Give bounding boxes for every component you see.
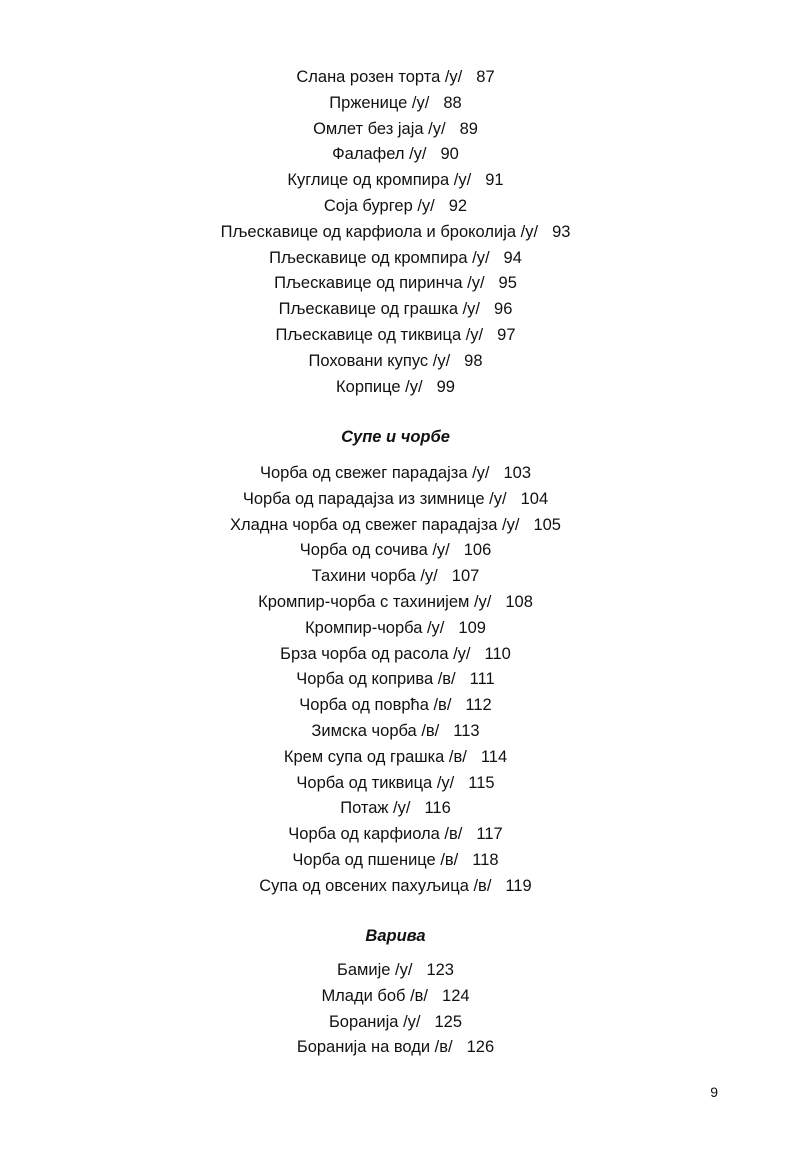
toc-item-page: 114	[480, 747, 508, 766]
toc-item-label: Боранија /у/	[328, 1012, 421, 1031]
toc-item-label: Чорба од карфиола /в/	[288, 825, 463, 844]
toc-item	[0, 461, 791, 487]
toc-item	[0, 958, 791, 984]
toc-item-label: Кромпир-чорба с тахинијем /у/	[258, 592, 492, 611]
toc-item-page: 106	[463, 541, 492, 560]
toc-item-page: 87	[476, 68, 495, 86]
toc-item	[0, 1035, 791, 1061]
toc-item-label: Чорба од парадајза из зимнице /у/	[242, 489, 507, 508]
toc-item-page: 112	[465, 696, 492, 715]
toc-item	[0, 1010, 791, 1036]
toc-item-label: Чорба од сочива /у/	[299, 541, 450, 560]
toc-item	[0, 271, 791, 297]
toc-item-label: Крем супа од грашка /в/	[283, 747, 467, 766]
toc-item	[0, 194, 791, 220]
toc-item-label: Тахини чорба /у/	[311, 567, 438, 586]
toc-item	[0, 616, 791, 642]
toc-item-page: 126	[466, 1038, 495, 1057]
toc-section-continued	[0, 65, 791, 400]
page-number: 9	[710, 1084, 718, 1100]
toc-item-label: Супа од овсених пахуљица /в/	[259, 876, 492, 895]
section-heading-stews: Варива	[365, 927, 426, 945]
toc-item-page: 111	[469, 670, 495, 689]
toc-item-page: 115	[468, 773, 495, 792]
toc-item-page: 108	[505, 592, 533, 611]
toc-item-label: Поховани купус /у/	[308, 351, 451, 370]
toc-item	[0, 246, 791, 272]
toc-item	[0, 487, 791, 513]
toc-item-page: 107	[451, 567, 480, 586]
toc-item-label: Чорба од поврћа /в/	[299, 696, 452, 715]
toc-item-label: Чорба од коприва /в/	[296, 670, 456, 689]
toc-item	[0, 349, 791, 375]
toc-item-page: 96	[494, 300, 513, 319]
toc-item	[0, 984, 791, 1010]
toc-item	[0, 771, 791, 797]
toc-item-label: Пржeнице /у/	[329, 93, 430, 112]
toc-item-page: 97	[497, 325, 516, 344]
toc-item	[0, 117, 791, 143]
toc-section-stews	[0, 958, 791, 1061]
toc-item-label: Пљескавице од кромпира /у/	[269, 248, 490, 267]
toc-item-label: Омлет без јаја /у/	[313, 119, 446, 138]
toc-item	[0, 719, 791, 745]
toc-item-label: Слана розен торта /у/	[296, 68, 463, 86]
toc-item-label: Пљескавице од грашка /у/	[278, 300, 481, 319]
toc-item-page: 125	[434, 1012, 463, 1031]
toc-item-page: 119	[505, 876, 532, 895]
toc-item	[0, 220, 791, 246]
toc-item-label: Зимска чорба /в/	[311, 721, 440, 740]
toc-item	[0, 375, 791, 401]
toc-item	[0, 168, 791, 194]
toc-item-label: Корпице /у/	[336, 377, 423, 396]
toc-item-page: 90	[440, 145, 459, 164]
toc-item	[0, 745, 791, 771]
toc-item-label: Бамије /у/	[337, 961, 413, 979]
toc-item-label: Чорба од свежег парадајза /у/	[259, 464, 490, 482]
toc-item	[0, 91, 791, 117]
toc-item-page: 89	[459, 119, 478, 138]
toc-item-page: 123	[426, 961, 454, 979]
toc-item-page: 110	[484, 644, 511, 663]
toc-item-page: 113	[453, 721, 480, 740]
toc-item	[0, 142, 791, 168]
toc-item	[0, 796, 791, 822]
toc-item	[0, 874, 791, 900]
toc-item-label: Куглице од кромпира /у/	[287, 171, 472, 190]
toc-item-label: Чорба од пшенице /в/	[292, 850, 459, 869]
toc-item-label: Кромпир-чорба /у/	[305, 618, 445, 637]
toc-item-page: 98	[464, 351, 483, 370]
toc-item-page: 95	[498, 274, 517, 293]
toc-item-page: 109	[458, 618, 486, 637]
toc-item-page: 117	[476, 825, 503, 844]
toc-item	[0, 667, 791, 693]
toc-item-label: Пљескавице од карфиола и броколија /у/	[220, 222, 539, 241]
toc-item	[0, 642, 791, 668]
toc-item-label: Пљескавице од пиринча /у/	[274, 274, 485, 293]
toc-item	[0, 513, 791, 539]
toc-item-label: Боранија на води /в/	[296, 1038, 453, 1057]
toc-item-label: Соја бургер /у/	[323, 196, 435, 215]
toc-item-page: 92	[448, 196, 468, 215]
toc-section-soups	[0, 461, 791, 900]
toc-item-page: 103	[503, 464, 532, 482]
toc-item-page: 88	[443, 93, 462, 112]
toc-item-label: Млади боб /в/	[321, 986, 429, 1005]
toc-item-label: Брза чорба од расола /у/	[280, 644, 471, 663]
toc-item	[0, 564, 791, 590]
section-heading-soups: Супе и чорбе	[341, 428, 450, 446]
toc-item-page: 124	[442, 986, 470, 1005]
toc-item-page: 94	[503, 248, 522, 267]
toc-item	[0, 65, 791, 91]
toc-item-label: Чорба од тиквица /у/	[296, 773, 455, 792]
toc-item-page: 118	[472, 850, 499, 869]
toc-item	[0, 590, 791, 616]
toc-item-page: 91	[485, 171, 504, 190]
toc-item-label: Фалафел /у/	[332, 145, 427, 164]
toc-item-page: 105	[533, 515, 561, 534]
toc-item	[0, 822, 791, 848]
toc-item	[0, 323, 791, 349]
toc-item	[0, 848, 791, 874]
toc-item-page: 104	[520, 489, 549, 508]
toc-item	[0, 538, 791, 564]
toc-item	[0, 297, 791, 323]
toc-item-page: 116	[424, 799, 451, 818]
toc-item	[0, 693, 791, 719]
toc-item-label: Пљескавице од тиквица /у/	[275, 325, 484, 344]
toc-item-label: Хладна чорба од свежег парадајза /у/	[230, 515, 520, 534]
toc-item-label: Потаж /у/	[340, 799, 411, 818]
toc-item-page: 93	[552, 222, 571, 241]
toc-item-page: 99	[436, 377, 455, 396]
